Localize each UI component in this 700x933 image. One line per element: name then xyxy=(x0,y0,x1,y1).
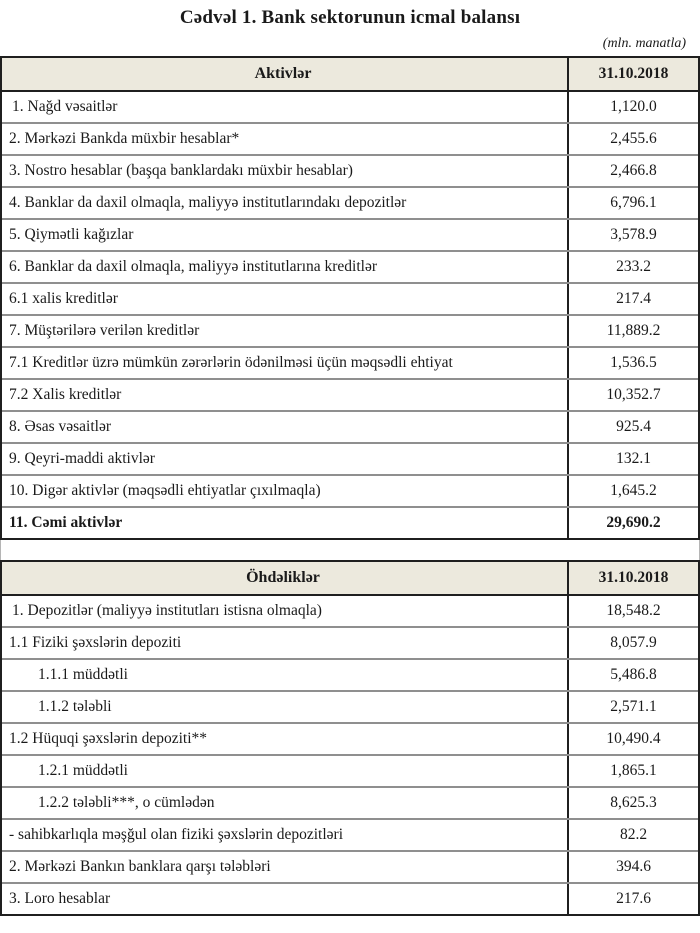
row-label: 3. Loro hesablar xyxy=(9,890,111,907)
table-row xyxy=(2,474,698,506)
row-value: 82.2 xyxy=(567,820,698,850)
row-label: 11. Cəmi aktivlər xyxy=(9,514,123,531)
row-value: 2,466.8 xyxy=(567,156,698,186)
row-value: 5,486.8 xyxy=(567,660,698,690)
row-value: 1,645.2 xyxy=(567,476,698,506)
table-row xyxy=(2,596,698,626)
table-row xyxy=(2,346,698,378)
table-row xyxy=(2,722,698,754)
row-value: 1,536.5 xyxy=(567,348,698,378)
liabilities-table-header xyxy=(2,562,698,596)
table-row xyxy=(2,282,698,314)
row-label: 6.1 xalis kreditlər xyxy=(9,290,118,307)
row-label: 1.1.2 tələbli xyxy=(38,698,112,715)
table-row xyxy=(2,122,698,154)
row-label: 2. Mərkəzi Bankda müxbir hesablar* xyxy=(9,130,240,147)
row-value: 8,057.9 xyxy=(567,628,698,658)
table-row xyxy=(2,786,698,818)
liabilities-header-date: 31.10.2018 xyxy=(567,562,698,594)
row-label: 9. Qeyri-maddi aktivlər xyxy=(9,450,155,467)
table-row xyxy=(2,218,698,250)
row-value: 18,548.2 xyxy=(567,596,698,626)
table-row xyxy=(2,626,698,658)
row-value: 217.4 xyxy=(567,284,698,314)
row-label: 1.1.1 müddətli xyxy=(38,666,128,683)
row-value: 2,455.6 xyxy=(567,124,698,154)
row-label: 1. Nağd vəsaitlər xyxy=(12,98,118,115)
row-value: 132.1 xyxy=(567,444,698,474)
row-value: 925.4 xyxy=(567,412,698,442)
table-row xyxy=(2,754,698,786)
row-value: 11,889.2 xyxy=(567,316,698,346)
row-value: 233.2 xyxy=(567,252,698,282)
table-row xyxy=(2,92,698,122)
row-label: 6. Banklar da daxil olmaqla, maliyyə institutlarına kreditlər xyxy=(9,258,378,275)
table-row xyxy=(2,658,698,690)
row-label: 1.1 Fiziki şəxslərin depoziti xyxy=(9,634,182,651)
unit-note: (mln. manatla) xyxy=(602,36,686,51)
table-row xyxy=(2,186,698,218)
row-label: 5. Qiymətli kağızlar xyxy=(9,226,134,243)
table-spacer xyxy=(0,540,700,560)
table-row xyxy=(2,442,698,474)
row-value: 10,352.7 xyxy=(567,380,698,410)
row-value: 2,571.1 xyxy=(567,692,698,722)
row-label: 1. Depozitlər (maliyyə institutları istisna olmaqla) xyxy=(12,602,322,619)
table-row xyxy=(2,378,698,410)
table-row xyxy=(2,818,698,850)
assets-table xyxy=(0,56,700,540)
row-value: 6,796.1 xyxy=(567,188,698,218)
row-label: 7. Müştərilərə verilən kreditlər xyxy=(9,322,200,339)
table-row xyxy=(2,850,698,882)
row-value: 217.6 xyxy=(567,884,698,914)
liabilities-table xyxy=(0,560,700,916)
row-label: 7.2 Xalis kreditlər xyxy=(9,386,122,403)
row-label: 1.2 Hüquqi şəxslərin depoziti** xyxy=(9,730,208,747)
row-label: 2. Mərkəzi Bankın banklara qarşı tələbləri xyxy=(9,858,271,875)
liabilities-header-label: Öhdəliklər xyxy=(246,569,320,586)
row-value: 1,865.1 xyxy=(567,756,698,786)
table-row xyxy=(2,314,698,346)
page-title: Cədvəl 1. Bank sektorunun icmal balansı xyxy=(179,7,521,28)
assets-header-date: 31.10.2018 xyxy=(567,58,698,90)
table-row xyxy=(2,882,698,914)
assets-header-label: Aktivlər xyxy=(254,65,312,82)
table-row xyxy=(2,250,698,282)
row-value: 394.6 xyxy=(567,852,698,882)
row-value: 1,120.0 xyxy=(567,92,698,122)
table-row xyxy=(2,154,698,186)
row-label: 3. Nostro hesablar (başqa banklardakı müxbir hesablar) xyxy=(9,162,353,179)
row-label: 8. Əsas vəsaitlər xyxy=(9,418,112,435)
table-row xyxy=(2,690,698,722)
row-label: 7.1 Kreditlər üzrə mümkün zərərlərin ödənilməsi üçün məqsədli ehtiyat xyxy=(9,354,453,371)
table-row-total-assets xyxy=(2,506,698,538)
row-value: 29,690.2 xyxy=(567,508,698,538)
assets-table-header xyxy=(2,58,698,92)
table-row xyxy=(2,410,698,442)
row-value: 8,625.3 xyxy=(567,788,698,818)
row-label: 1.2.2 tələbli***, o cümlədən xyxy=(38,794,215,811)
row-label: 4. Banklar da daxil olmaqla, maliyyə institutlarındakı depozitlər xyxy=(9,194,407,211)
row-value: 3,578.9 xyxy=(567,220,698,250)
row-label: 1.2.1 müddətli xyxy=(38,762,128,779)
row-label: 10. Digər aktivlər (məqsədli ehtiyatlar çıxılmaqla) xyxy=(9,482,321,499)
row-label: - sahibkarlıqla məşğul olan fiziki şəxslərin depozitləri xyxy=(9,826,344,843)
row-value: 10,490.4 xyxy=(567,724,698,754)
